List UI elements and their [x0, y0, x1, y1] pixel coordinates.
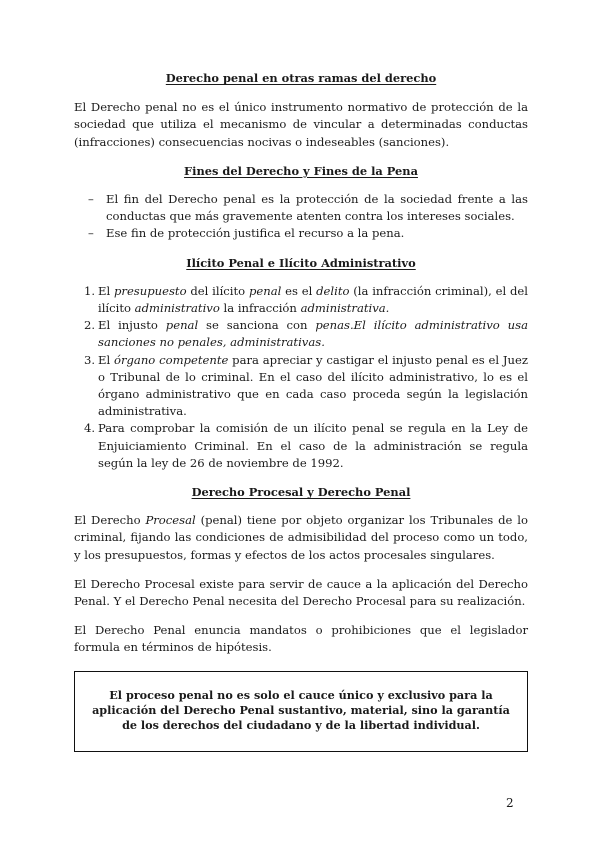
text-run: (penal) tiene por objeto organizar los Tribunales de lo criminal, fijando las condiciones de admisibilidad del proceso como un todo, y los presupuestos, formas y efectos de los actos procesales singulares.	[74, 513, 528, 562]
text-run: del ilícito	[186, 283, 249, 298]
page-content	[74, 70, 528, 752]
paragraph-mandatos: El Derecho Penal enuncia mandatos o prohibiciones que el legislador formula en términos de hipótesis.	[74, 623, 528, 655]
text-run: El	[98, 283, 114, 298]
heading-fines: Fines del Derecho y Fines de la Pena	[184, 163, 418, 178]
text-run: (la infracción criminal), el del ilícito	[98, 283, 528, 316]
list-number: 4.	[84, 421, 96, 436]
italic-run: Procesal	[145, 513, 196, 528]
italic-run: penas.El ilícito administrativo usa sanciones no penales, administrativas.	[98, 318, 528, 350]
text-run: es el	[281, 283, 317, 298]
italic-run: administrativa.	[300, 301, 390, 316]
text-run: Para comprobar la comisión de un ilícito penal se regula en la Ley de Enjuiciamiento Criminal. En el caso de la administración se regula según la ley de 26 de noviembre de 1992.	[98, 421, 528, 470]
text-run: El	[98, 352, 114, 367]
list-item	[74, 352, 528, 421]
fines-list	[74, 191, 528, 243]
list-item	[74, 317, 528, 351]
italic-run: penal	[248, 283, 282, 298]
list-number: 3.	[84, 352, 96, 367]
paragraph-instrumento-normativo: El Derecho penal no es el único instrumento normativo de protección de la sociedad que utiliza el mecanismo de vincular a determinadas conductas (infracciones) consecuencias nocivas o indeseables (sanciones).	[74, 100, 528, 149]
callout-text: El proceso penal no es solo el cauce único y exclusivo para la aplicación del Derecho Penal sustantivo, material, sino la garantía de los derechos del ciudadano y de la libertad individual.	[92, 687, 510, 732]
heading-derecho-penal-otras-ramas: Derecho penal en otras ramas del derecho	[165, 71, 437, 85]
heading-derecho-procesal: Derecho Procesal y Derecho Penal	[191, 485, 411, 500]
text-run: El Derecho	[74, 513, 146, 528]
text-run: El injusto	[98, 318, 166, 333]
italic-run: administrativo	[134, 301, 220, 316]
italic-run: presupuesto	[113, 283, 187, 298]
paragraph-procesal-cauce: El Derecho Procesal existe para servir de cauce a la aplicación del Derecho Penal. Y el Derecho Penal necesita del Derecho Procesal para su realización.	[74, 576, 528, 609]
italic-run: penal	[165, 318, 199, 333]
text-run: se sanciona con	[198, 318, 316, 333]
paragraph-procesal-objeto	[74, 512, 528, 564]
text-run: la infracción	[219, 301, 301, 316]
list-item: – El fin del Derecho penal es la protección de la sociedad frente a las conductas que más gravemente atenten contra los intereses sociales.	[74, 191, 528, 225]
list-item	[74, 283, 528, 317]
list-number: 1.	[84, 283, 96, 298]
ilicito-list	[74, 283, 528, 472]
italic-run: órgano competente	[113, 352, 229, 367]
list-item: – Ese fin de protección justifica el recurso a la pena.	[74, 225, 528, 242]
heading-ilicito: Ilícito Penal e Ilícito Administrativo	[186, 255, 416, 270]
list-item	[74, 420, 528, 472]
text-run: para apreciar y castigar el injusto penal es el Juez o Tribunal de lo criminal. En el caso del ilícito administrativo, lo es el órgano administrativo que en cada caso proceda según la legislación administrativa.	[98, 352, 528, 419]
page-number: 2	[506, 796, 514, 810]
list-number: 2.	[84, 318, 96, 333]
callout-box	[74, 671, 528, 752]
italic-run: delito	[316, 283, 350, 298]
